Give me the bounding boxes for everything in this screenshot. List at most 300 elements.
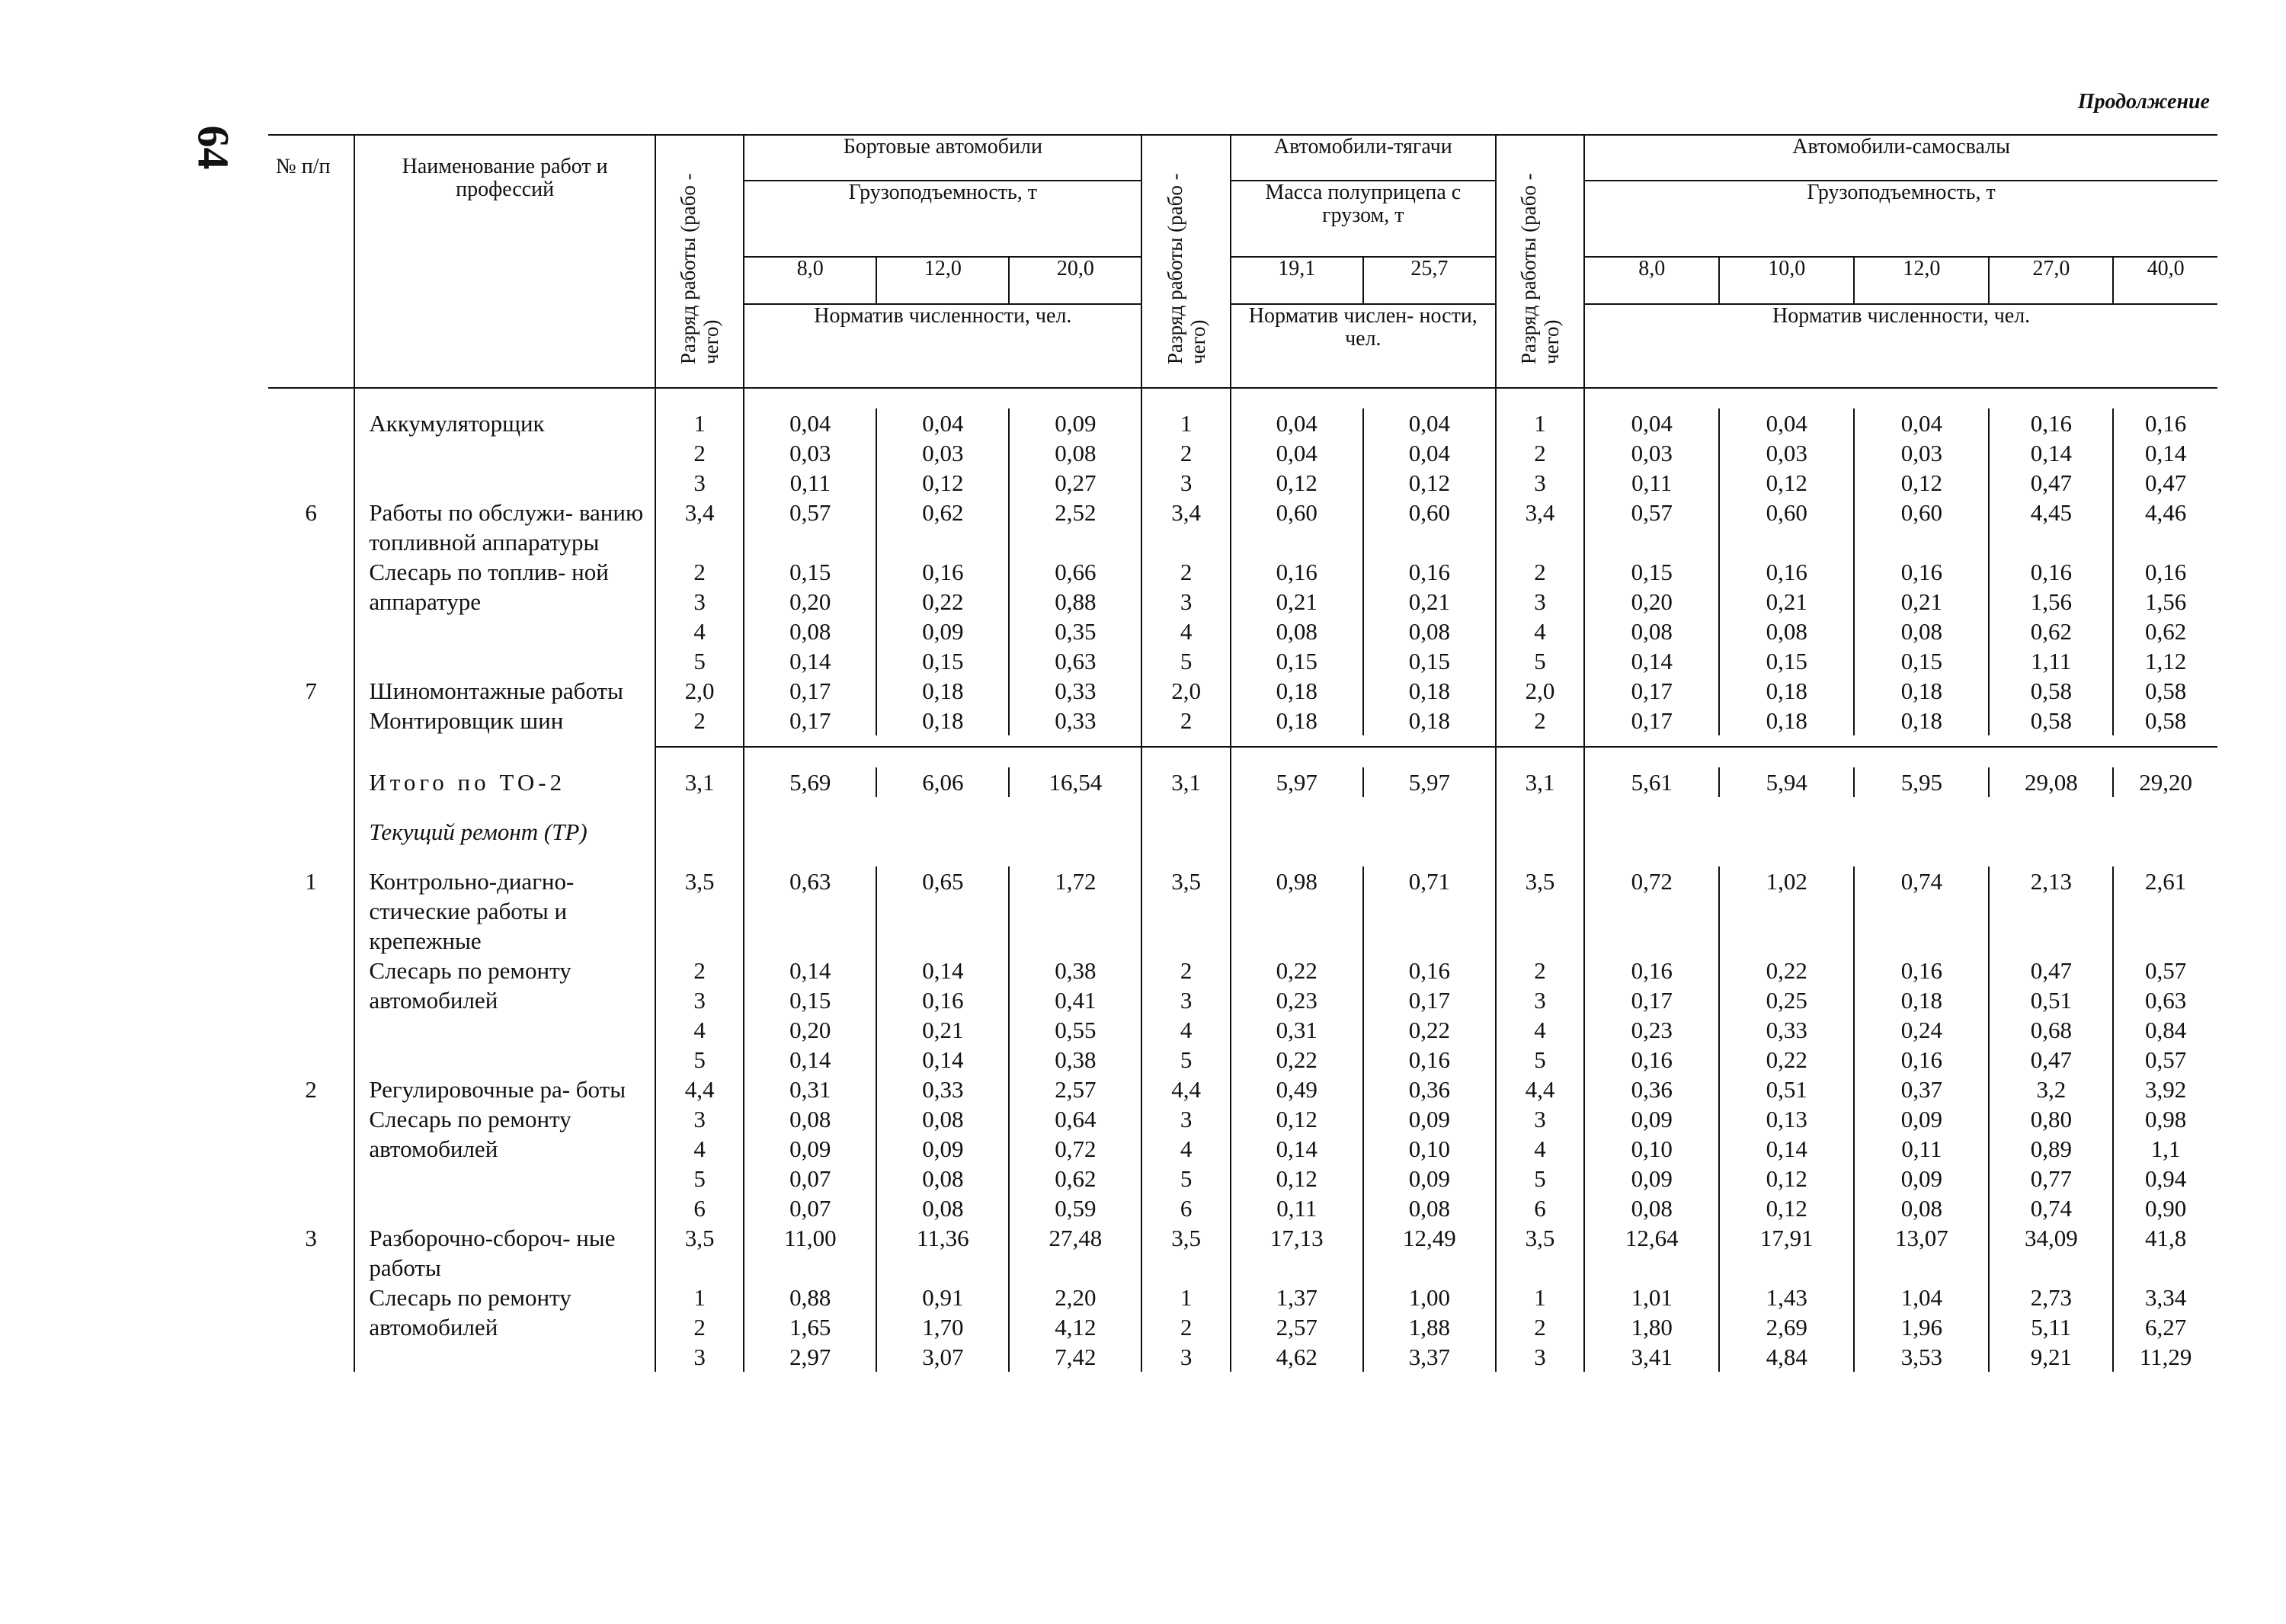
board-truck-value-line: 0,72: [1055, 1136, 1097, 1162]
dump-truck-value: [1989, 1223, 2113, 1283]
work-name: [354, 1223, 655, 1283]
dump-truck-value-line: 0,10: [1631, 1136, 1673, 1162]
dump-truck-value: [1584, 557, 1719, 676]
rank-cell: [1141, 866, 1230, 956]
board-truck-value-line: 0,16: [922, 559, 964, 585]
total-tractor-value-line: 5,97: [1408, 769, 1450, 796]
rank-cell: [1141, 767, 1230, 797]
dump-truck-value-line: 2,69: [1766, 1314, 1807, 1341]
dump-truck-value-line: 2,73: [2030, 1284, 2072, 1311]
board-truck-value-line: 0,15: [789, 987, 831, 1014]
rank-cell: [1496, 408, 1584, 498]
rank-col-header-2: Разряд работы (рабо - чего): [1141, 135, 1230, 388]
dump-truck-value-line: 0,08: [1631, 618, 1673, 645]
board-truck-value-line: 0,15: [922, 648, 964, 674]
dump-truck-value-line: 0,57: [1631, 499, 1673, 526]
rank-cell-line: 2,0: [684, 677, 715, 704]
rank-cell-line: 3: [1180, 588, 1193, 615]
dump-truck-value: [1989, 1075, 2113, 1104]
board-truck-value-line: 0,15: [789, 559, 831, 585]
tractor-value: [1231, 866, 1363, 956]
rank-cell: [1496, 498, 1584, 557]
board-truck-value-line: 0,20: [789, 588, 831, 615]
row-number: [268, 767, 354, 797]
dump-truck-value: [1854, 498, 1989, 557]
board-truck-value-line: 2,20: [1055, 1284, 1097, 1311]
rank-cell: [655, 706, 744, 735]
rank-cell-line: 4: [693, 618, 706, 645]
rank-cell-line: 3,4: [1171, 499, 1201, 526]
total-label: [354, 767, 655, 797]
dump-truck-value: [1719, 408, 1854, 498]
dump-truck-value: [1584, 866, 1719, 956]
dump-truck-value-line: 1,11: [2031, 648, 2072, 674]
dump-truck-value-line: 0,04: [1766, 410, 1807, 437]
total-board-value-line: 16,54: [1049, 769, 1103, 796]
dump-truck-value-line: 1,56: [2145, 588, 2187, 615]
tractor-value-line: 0,36: [1408, 1076, 1450, 1103]
dump-truck-value-line: 9,21: [2030, 1344, 2072, 1370]
rank-cell-line: 5: [1534, 1165, 1546, 1192]
work-name: [354, 1075, 655, 1104]
dump-truck-value: [1989, 1283, 2113, 1372]
dump-truck-value-line: 4,84: [1766, 1344, 1807, 1370]
rank-cell-line: 3,5: [1525, 868, 1555, 895]
dump-truck-value: [1584, 956, 1719, 1075]
tractor-value-line: 0,15: [1408, 648, 1450, 674]
board-truck-value: [876, 866, 1009, 956]
continuation-label: Продолжение: [2077, 90, 2210, 114]
total-board-value: [1009, 767, 1141, 797]
rank-cell-line: 1: [1534, 1284, 1546, 1311]
tractor-value-line: 0,08: [1276, 618, 1317, 645]
dump-truck-value-line: 41,8: [2145, 1225, 2187, 1251]
rank-cell-line: 4,4: [684, 1076, 715, 1103]
rank-cell-line: 4: [693, 1136, 706, 1162]
table-row: [268, 1104, 2217, 1223]
dump-truck-value: [1854, 557, 1989, 676]
dump-truck-value-line: 0,14: [1631, 648, 1673, 674]
total-dump-value: [2113, 767, 2217, 797]
board-truck-value-line: 2,97: [789, 1344, 831, 1370]
dump-truck-value-line: 0,08: [1631, 1195, 1673, 1222]
dump-truck-value-line: 1,56: [2030, 588, 2072, 615]
rank-cell: [655, 1223, 744, 1283]
dump-truck-value-line: 2,13: [2030, 868, 2072, 895]
tractor-value: [1231, 1075, 1363, 1104]
rank-cell-line: 4: [1180, 618, 1193, 645]
section-title: [354, 817, 655, 847]
board-truck-value-line: 0,17: [789, 707, 831, 734]
board-truck-value-line: 0,38: [1055, 957, 1097, 984]
dump-truck-value-line: 0,09: [1631, 1106, 1673, 1132]
work-name-line: Регулировочные ра- боты: [369, 1076, 626, 1103]
tractor-value-line: 0,16: [1408, 1046, 1450, 1073]
board-truck-value: [1009, 676, 1141, 706]
rank-cell: [1141, 557, 1230, 676]
group2-norm: Норматив числен- ности, чел.: [1231, 304, 1496, 388]
dump-truck-value-line: 0,80: [2030, 1106, 2072, 1132]
work-name-line: Монтировщик шин: [369, 707, 564, 734]
dump-truck-value-line: 4,46: [2145, 499, 2187, 526]
tractor-value-line: 12,49: [1402, 1225, 1456, 1251]
tractor-value: [1363, 866, 1496, 956]
dump-truck-value-line: 3,34: [2145, 1284, 2187, 1311]
total-dump-value: [1854, 767, 1989, 797]
rank-cell: [655, 956, 744, 1075]
board-truck-value-line: 0,59: [1055, 1195, 1097, 1222]
dump-truck-value-line: 0,16: [1900, 559, 1942, 585]
dump-truck-value-line: 0,94: [2145, 1165, 2187, 1192]
tractor-value: [1363, 676, 1496, 706]
dump-truck-value-line: 13,07: [1894, 1225, 1948, 1251]
dump-truck-value: [1989, 866, 2113, 956]
dump-truck-value-line: 0,25: [1766, 987, 1807, 1014]
rank-cell-line: 5: [693, 648, 706, 674]
rank-cell-line: 2: [1534, 440, 1546, 466]
section-row: [268, 817, 2217, 847]
dump-truck-value-line: 0,47: [2030, 469, 2072, 496]
rank-cell: [1496, 676, 1584, 706]
work-name-line: Аккумуляторщик: [369, 410, 545, 437]
dump-truck-value-line: 0,04: [1631, 410, 1673, 437]
dump-truck-value-line: 0,08: [1766, 618, 1807, 645]
dump-truck-value: [1854, 676, 1989, 706]
board-truck-value: [744, 706, 876, 735]
rank-cell-line: 3: [1534, 1106, 1546, 1132]
work-name: [354, 956, 655, 1075]
row-number: [268, 1223, 354, 1283]
dump-truck-value-line: 11,29: [2139, 1344, 2192, 1370]
rank-col-header-1: Разряд работы (рабо - чего): [655, 135, 744, 388]
dump-truck-value-line: 0,04: [1900, 410, 1942, 437]
table-row: [268, 557, 2217, 676]
dump-truck-value: [1719, 1223, 1854, 1283]
work-name: [354, 866, 655, 956]
rank-cell-line: 3,5: [684, 868, 715, 895]
dump-truck-value: [2113, 498, 2217, 557]
tractor-value-line: 0,22: [1408, 1017, 1450, 1043]
tractor-value-line: 0,12: [1276, 1165, 1317, 1192]
board-truck-value-line: 0,63: [1055, 648, 1097, 674]
row-number: [268, 408, 354, 498]
row-number: [268, 706, 354, 735]
dump-truck-value: [1584, 1075, 1719, 1104]
tractor-value-line: 1,88: [1408, 1314, 1450, 1341]
dump-truck-value-line: 0,12: [1766, 469, 1807, 496]
row-number-line: 7: [305, 677, 317, 704]
total-dump-value-line: 5,94: [1766, 769, 1807, 796]
total-dump-value-line: 29,08: [2024, 769, 2078, 796]
dump-truck-value: [1719, 557, 1854, 676]
dump-truck-value-line: 0,68: [2030, 1017, 2072, 1043]
board-truck-value: [1009, 1283, 1141, 1372]
board-truck-value: [744, 1283, 876, 1372]
board-truck-value-line: 0,08: [922, 1165, 964, 1192]
rank-cell: [655, 1104, 744, 1223]
row-number: [268, 676, 354, 706]
group2-col-2: 25,7: [1363, 257, 1496, 304]
board-truck-value-line: 0,33: [922, 1076, 964, 1103]
board-truck-value-line: 0,08: [789, 618, 831, 645]
total-dump-value: [1584, 767, 1719, 797]
row-number: [268, 498, 354, 557]
group3-title: Автомобили-самосвалы: [1584, 135, 2217, 181]
dump-truck-value: [1854, 956, 1989, 1075]
board-truck-value-line: 0,09: [789, 1136, 831, 1162]
dump-truck-value-line: 0,47: [2030, 1046, 2072, 1073]
group3-sub: Грузоподъемность, т: [1584, 181, 2217, 257]
dump-truck-value-line: 0,14: [1766, 1136, 1807, 1162]
dump-truck-value-line: 1,02: [1766, 868, 1807, 895]
dump-truck-value-line: 3,53: [1900, 1344, 1942, 1370]
dump-truck-value-line: 0,47: [2030, 957, 2072, 984]
board-truck-value-line: 27,48: [1049, 1225, 1103, 1251]
rank-cell: [1141, 1283, 1230, 1372]
dump-truck-value-line: 0,58: [2145, 677, 2187, 704]
dump-truck-value-line: 0,18: [1900, 677, 1942, 704]
rank-cell-line: 4,4: [1525, 1076, 1555, 1103]
dump-truck-value: [1854, 866, 1989, 956]
dump-truck-value: [1719, 1283, 1854, 1372]
rank-cell-line: 2: [1534, 1314, 1546, 1341]
dump-truck-value: [2113, 1283, 2217, 1372]
tractor-value: [1363, 1283, 1496, 1372]
work-name-line: Слесарь по ремонту автомобилей: [369, 1284, 572, 1341]
tractor-value-line: 17,13: [1269, 1225, 1324, 1251]
board-truck-value-line: 0,09: [922, 1136, 964, 1162]
group3-col-1: 8,0: [1584, 257, 1719, 304]
tractor-value-line: 0,04: [1276, 440, 1317, 466]
tractor-value-line: 0,60: [1408, 499, 1450, 526]
board-truck-value: [876, 1223, 1009, 1283]
board-truck-value-line: 0,33: [1055, 707, 1097, 734]
rank-cell: [1141, 956, 1230, 1075]
tractor-value-line: 4,62: [1276, 1344, 1317, 1370]
dump-truck-value-line: 0,03: [1900, 440, 1942, 466]
group3-col-5: 40,0: [2113, 257, 2217, 304]
group3-norm: Норматив численности, чел.: [1584, 304, 2217, 388]
board-truck-value: [876, 676, 1009, 706]
board-truck-value: [876, 1283, 1009, 1372]
rank-cell: [1496, 1104, 1584, 1223]
dump-truck-value: [2113, 408, 2217, 498]
dump-truck-value-line: 0,03: [1631, 440, 1673, 466]
row-number-line: 2: [305, 1076, 317, 1103]
dump-truck-value-line: 0,18: [1900, 987, 1942, 1014]
rank-cell-line: 3: [1534, 1344, 1546, 1370]
tractor-value-line: 0,09: [1408, 1106, 1450, 1132]
rank-cell: [655, 408, 744, 498]
rank-cell-line: 2: [693, 440, 706, 466]
dump-truck-value: [1584, 1283, 1719, 1372]
tractor-value-line: 0,18: [1408, 677, 1450, 704]
board-truck-value-line: 0,21: [922, 1017, 964, 1043]
group2-col-1: 19,1: [1231, 257, 1363, 304]
dump-truck-value-line: 0,74: [1900, 868, 1942, 895]
dump-truck-value-line: 0,23: [1631, 1017, 1673, 1043]
tractor-value: [1231, 676, 1363, 706]
dump-truck-value: [2113, 866, 2217, 956]
board-truck-value: [1009, 498, 1141, 557]
board-truck-value-line: 11,00: [783, 1225, 837, 1251]
rank-cell-line: 4,4: [1171, 1076, 1201, 1103]
dump-truck-value-line: 0,51: [2030, 987, 2072, 1014]
work-name: [354, 408, 655, 498]
rank-cell: [655, 676, 744, 706]
rank-cell-line: 3: [693, 1344, 706, 1370]
rank-cell-line: 4: [1534, 1017, 1546, 1043]
board-truck-value: [1009, 866, 1141, 956]
total-dump-value: [1989, 767, 2113, 797]
tractor-value-line: 0,12: [1276, 1106, 1317, 1132]
board-truck-value-line: 0,14: [789, 648, 831, 674]
tractor-value-line: 0,04: [1276, 410, 1317, 437]
num-col-header: № п/п: [268, 135, 354, 388]
rank-cell-line: 4: [693, 1017, 706, 1043]
board-truck-value-line: 0,09: [1055, 410, 1097, 437]
dump-truck-value-line: 2,61: [2145, 868, 2187, 895]
rank-cell: [655, 498, 744, 557]
dump-truck-value: [1989, 557, 2113, 676]
dump-truck-value-line: 0,16: [1900, 957, 1942, 984]
table-body: [268, 388, 2217, 1372]
dump-truck-value-line: 0,14: [2145, 440, 2187, 466]
rank-cell: [655, 557, 744, 676]
board-truck-value: [744, 866, 876, 956]
rank-col-header-3: Разряд работы (рабо - чего): [1496, 135, 1584, 388]
rank-cell-line: 1: [1180, 410, 1193, 437]
dump-truck-value-line: 1,04: [1900, 1284, 1942, 1311]
dump-truck-value-line: 0,84: [2145, 1017, 2187, 1043]
rank-cell-line: 3: [1180, 987, 1193, 1014]
row-number-line: 1: [305, 868, 317, 895]
dump-truck-value-line: 0,16: [1900, 1046, 1942, 1073]
tractor-value: [1231, 956, 1363, 1075]
tractor-value-line: 0,18: [1408, 707, 1450, 734]
group2-title: Автомобили-тягачи: [1231, 135, 1496, 181]
tractor-value-line: 0,09: [1408, 1165, 1450, 1192]
dump-truck-value-line: 0,77: [2030, 1165, 2072, 1192]
board-truck-value: [1009, 408, 1141, 498]
dump-truck-value-line: 0,18: [1766, 707, 1807, 734]
board-truck-value: [876, 956, 1009, 1075]
rank-cell: [655, 1283, 744, 1372]
board-truck-value-line: 4,12: [1055, 1314, 1097, 1341]
tractor-value-line: 0,15: [1276, 648, 1317, 674]
tractor-value: [1363, 706, 1496, 735]
total-tractor-value: [1231, 767, 1363, 797]
tractor-value: [1231, 498, 1363, 557]
board-truck-value: [1009, 557, 1141, 676]
dump-truck-value-line: 17,91: [1759, 1225, 1814, 1251]
rank-cell-line: 2: [1180, 957, 1193, 984]
dump-truck-value-line: 0,14: [2030, 440, 2072, 466]
rank-cell-line: 4: [1534, 1136, 1546, 1162]
rank-cell-line: 3: [693, 588, 706, 615]
dump-truck-value-line: 0,13: [1766, 1106, 1807, 1132]
tractor-value-line: 0,23: [1276, 987, 1317, 1014]
rank-cell-line: 1: [1180, 1284, 1193, 1311]
dump-truck-value-line: 0,37: [1900, 1076, 1942, 1103]
dump-truck-value-line: 0,12: [1766, 1195, 1807, 1222]
rank-cell-line: 6: [1180, 1195, 1193, 1222]
dump-truck-value: [1989, 498, 2113, 557]
rank-cell-line: 2,0: [1525, 677, 1555, 704]
dump-truck-value: [2113, 956, 2217, 1075]
rank-cell-line: 3,5: [1171, 868, 1201, 895]
tractor-value-line: 0,49: [1276, 1076, 1317, 1103]
board-truck-value-line: 0,08: [922, 1195, 964, 1222]
dump-truck-value: [1854, 1075, 1989, 1104]
dump-truck-value-line: 1,1: [2150, 1136, 2181, 1162]
tractor-value-line: 0,21: [1408, 588, 1450, 615]
dump-truck-value-line: 0,15: [1631, 559, 1673, 585]
board-truck-value-line: 0,62: [1055, 1165, 1097, 1192]
board-truck-value: [744, 498, 876, 557]
board-truck-value-line: 0,08: [922, 1106, 964, 1132]
norms-table: [268, 134, 2217, 1372]
dump-truck-value-line: 0,90: [2145, 1195, 2187, 1222]
board-truck-value: [876, 706, 1009, 735]
dump-truck-value: [2113, 1104, 2217, 1223]
dump-truck-value: [1719, 1075, 1854, 1104]
rank-cell-line: 2: [1180, 559, 1193, 585]
dump-truck-value: [1584, 1104, 1719, 1223]
rank-cell-line: 3,5: [1171, 1225, 1201, 1251]
row-number: [268, 866, 354, 956]
tractor-value-line: 0,08: [1408, 1195, 1450, 1222]
rank-cell-line: 2: [693, 707, 706, 734]
board-truck-value-line: 0,88: [1055, 588, 1097, 615]
board-truck-value-line: 0,14: [789, 1046, 831, 1073]
dump-truck-value-line: 0,21: [1766, 588, 1807, 615]
rank-cell: [1496, 706, 1584, 735]
rank-cell: [1496, 866, 1584, 956]
board-truck-value: [744, 1075, 876, 1104]
dump-truck-value-line: 0,03: [1766, 440, 1807, 466]
rank-cell-line: 4: [1180, 1017, 1193, 1043]
board-truck-value-line: 0,14: [922, 957, 964, 984]
dump-truck-value-line: 0,09: [1900, 1165, 1942, 1192]
board-truck-value: [744, 408, 876, 498]
dump-truck-value: [1719, 676, 1854, 706]
dump-truck-value-line: 0,16: [1631, 1046, 1673, 1073]
work-name-line: Работы по обслужи- ванию топливной аппаратуры: [369, 499, 644, 556]
group1-col-3: 20,0: [1009, 257, 1141, 304]
board-truck-value-line: 0,35: [1055, 618, 1097, 645]
board-truck-value-line: 2,52: [1055, 499, 1097, 526]
dump-truck-value: [2113, 557, 2217, 676]
board-truck-value-line: 0,04: [922, 410, 964, 437]
rank-cell-line: 3: [693, 987, 706, 1014]
dump-truck-value-line: 0,22: [1766, 1046, 1807, 1073]
name-col-header: Наименование работ и профессий: [354, 135, 655, 388]
rank-cell: [1496, 1075, 1584, 1104]
board-truck-value-line: 0,31: [789, 1076, 831, 1103]
dump-truck-value-line: 4,45: [2030, 499, 2072, 526]
rank-cell: [1141, 676, 1230, 706]
dump-truck-value-line: 0,58: [2145, 707, 2187, 734]
rank-cell: [1141, 408, 1230, 498]
row-number: [268, 1075, 354, 1104]
tractor-value-line: 0,60: [1276, 499, 1317, 526]
rank-cell-line: 2,0: [1171, 677, 1201, 704]
rank-cell-line: 1: [693, 1284, 706, 1311]
tractor-value-line: 0,04: [1408, 440, 1450, 466]
table-row: [268, 1075, 2217, 1104]
rank-cell: [1141, 1104, 1230, 1223]
